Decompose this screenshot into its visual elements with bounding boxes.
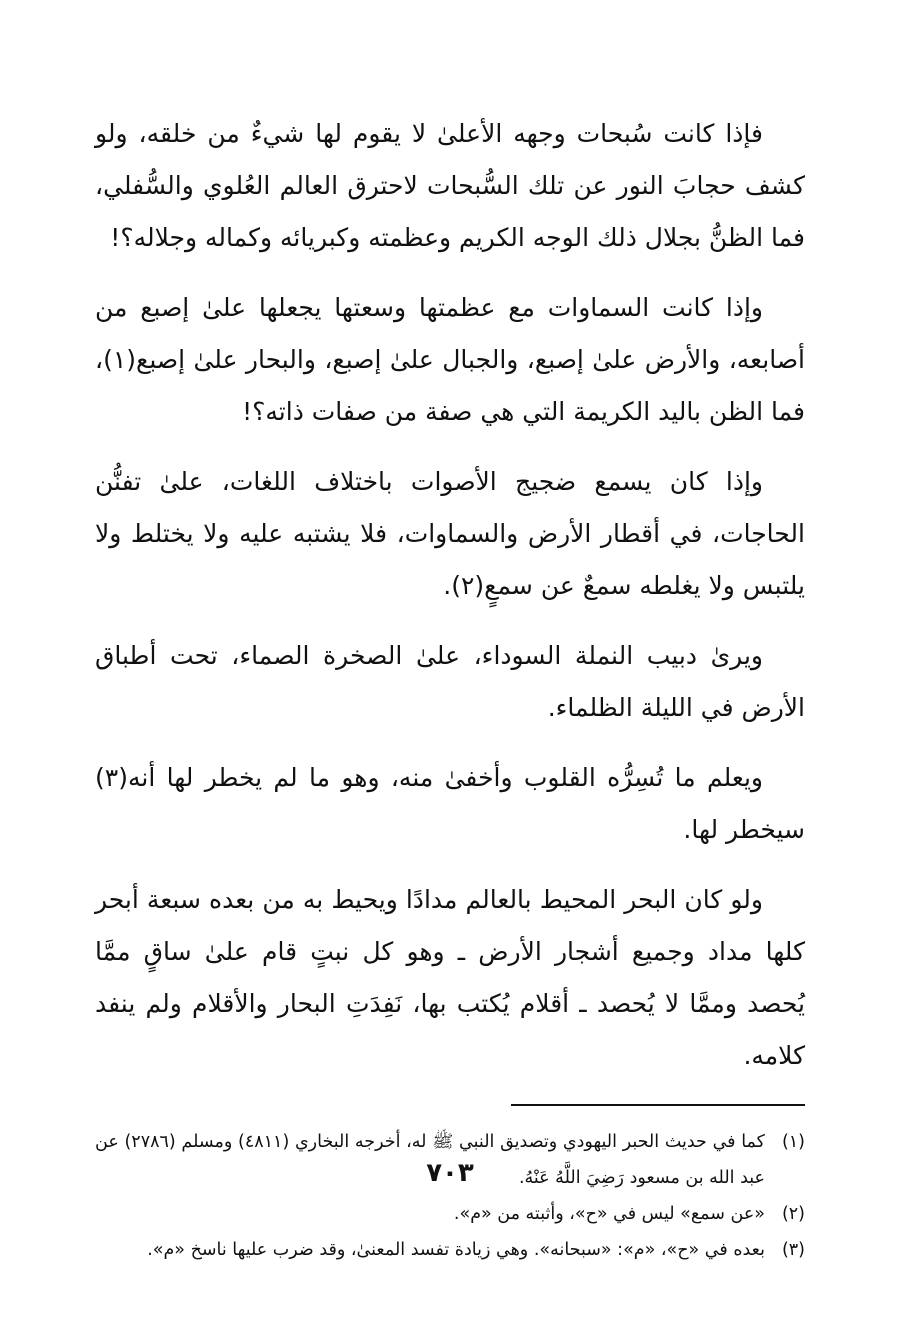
footnotes bbox=[95, 1124, 805, 1268]
footnote-1-number: (١) bbox=[781, 1132, 805, 1152]
footnote-2-text: «عن سمع» ليس في «ح»، وأثبته من «م». bbox=[453, 1204, 765, 1224]
page-number: ٧٠٣ bbox=[426, 1158, 474, 1188]
paragraph-3: وإذا كان يسمع ضجيج الأصوات باختلاف اللغات، علىٰ تفنُّن الحاجات، في أقطار الأرض والسماوات، فلا يشتبه عليه ولا يختلط ولا يلتبس ولا يغلطه سمعٌ عن سمعٍ(٢). bbox=[95, 467, 805, 600]
paragraph-5: ويعلم ما تُسِرُّه القلوب وأخفىٰ منه، وهو ما لم يخطر لها أنه(٣) سيخطر لها. bbox=[95, 763, 805, 844]
page-content bbox=[95, 108, 805, 1268]
footnote-divider bbox=[511, 1104, 805, 1106]
paragraph-6: ولو كان البحر المحيط بالعالم مدادًا ويحيط به من بعده سبعة أبحر كلها مداد وجميع أشجار الأرض ـ وهو كل نبتٍ قام علىٰ ساقٍ ممَّا يُحصد وممَّا لا يُحصد ـ أقلام يُكتب بها، نَفِدَتِ البحار والأقلام ولم ينفد كلامه. bbox=[95, 885, 805, 1070]
footnote-1-text: كما في حديث الحبر اليهودي وتصديق النبي ﷺ له، أخرجه البخاري (٤٨١١) ومسلم (٢٧٨٦) عن عبد الله بن مسعود رَضِيَ اللَّهُ عَنْهُ. bbox=[95, 1132, 766, 1188]
paragraph-4: ويرىٰ دبيب النملة السوداء، علىٰ الصخرة الصماء، تحت أطباق الأرض في الليلة الظلماء. bbox=[95, 641, 805, 722]
footnote-2-number: (٢) bbox=[781, 1204, 805, 1224]
footnote-3-number: (٣) bbox=[781, 1240, 805, 1260]
paragraph-2: وإذا كانت السماوات مع عظمتها وسعتها يجعلها علىٰ إصبع من أصابعه، والأرض علىٰ إصبع، والجبال علىٰ إصبع، والبحار علىٰ إصبع(١)، فما الظن باليد الكريمة التي هي صفة من صفات ذاته؟! bbox=[95, 293, 805, 426]
footnote-2 bbox=[95, 1196, 805, 1232]
footnote-3 bbox=[95, 1232, 805, 1268]
body-text bbox=[95, 108, 805, 1082]
footnote-3-text: بعده في «ح»، «م»: «سبحانه». وهي زيادة تفسد المعنىٰ، وقد ضرب عليها ناسخ «م». bbox=[147, 1240, 765, 1260]
paragraph-1: فإذا كانت سُبحات وجهه الأعلىٰ لا يقوم لها شيءٌ من خلقه، ولو كشف حجابَ النور عن تلك السُّبحات لاحترق العالم العُلوي والسُّفلي، فما الظنُّ بجلال ذلك الوجه الكريم وعظمته وكبريائه وكماله وجلاله؟! bbox=[95, 119, 805, 252]
